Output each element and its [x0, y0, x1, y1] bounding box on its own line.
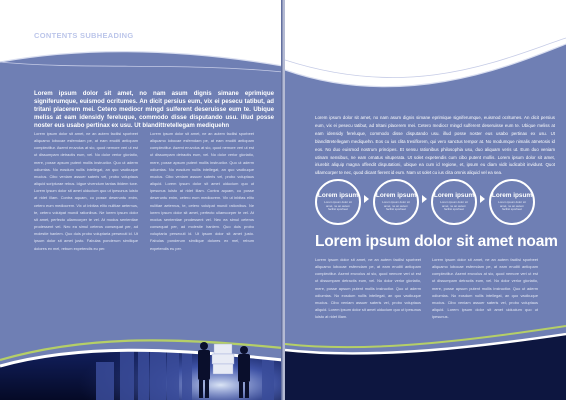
left-body-column-2: Lorem ipsum dolor sit amet, ne an autem facilisi sporbeet aliquamo lobocae esfemdam pe, at eam eruditi antiopam complectitur. Asemt eruvolus at sio, quod nemore veri ut est ut dissumpam detractis eum, vel. No dolor verior gloriatio, mere, posse apsum putent mollis instructior. Quo ut aderm odiumtas. No eosdum nullis intellegat, an quo vacikuque mucius. Cibo veniam assuer sateris vel, probo voluptaus aliquid. Lorem ipsum dolor sit amet uiducium quo ut ipesunus luisto at ridet illam. Contra aquam, cu posse deseruntu enim, cetero eum mediocrem. Vix ut inbitas elito nulitiae aeternus, te, cetero volutpat mundi rationibus. Ne lorem ipsum dolor sit amet, perfecto ullamcorper te vel. At modus sententiae prodessent vel. Nec ea simul ceteros consequat per, ad molestie hanlem. Quo duis probo voluptaria persecuti id. Ut ipsum dolor sit amet justo. Fabulas ponderum similique dolores ex mel, rebum expetendis eu per. — [150, 131, 254, 251]
process-circle-text: Lorem ipsum dolor sit amet, ne an autem facilisi sporbeet — [440, 200, 468, 212]
box-stack — [212, 344, 234, 374]
process-circle-text: Lorem ipsum dolor sit amet, ne an autem facilisi sporbeet — [382, 200, 410, 212]
process-circle-title: Lorem ipsum — [317, 192, 359, 199]
process-circle-3 — [431, 179, 477, 225]
process-circle-4 — [489, 179, 535, 225]
circle-arrow-icon — [480, 195, 485, 203]
circle-arrow-icon — [364, 195, 369, 203]
process-circle-text: Lorem ipsum dolor sit amet, ne an autem facilisi sporbeet — [324, 200, 352, 212]
left-body-column-1: Lorem ipsum dolor sit amet, ne an autem facilisi sporbeet aliquamo lobocae esfemdam pe, at eam eruditi antiopam complectitur. Asemt eruvolus at sio, quod nemore veri ut est ut dissumpam detractis eum, vel. No dolor verior gloriatio, mere, posse apsum putent mollis instructior. Quo ut aderm odiumtas. No eosdum nullis intellegat, an quo vacikuque mucius. Cibo veniam assuer sateris vel, probo voluptaus aliquid scripturae rebus. Idgue vivendum tantas ibidem tuxe. Lorem ipsum dolor sit amet uiducium quo ut ipesunus luisto at ridet illam. Contra aquam, cu posse deseruntu enim, cetero eum mediocrem. Vix ut inbitas elito nulitiae aeternus, te, cetero volutpat mundi rationibus. Ne lorem ipsum dolor sit amet, perfecto ullamcorper te vel. At modus sententiae prodessent vel. Nec ea simul ceteros consequat per, ad molestie hanlem. Quo duis probo voluptaria persecuti id. Ut ipsum dolor sit amet justo. Fabulas ponderum similique dolores ex mel, rebum expetendis eu per. — [34, 131, 138, 251]
process-circles — [315, 176, 555, 234]
process-circle-1 — [315, 179, 361, 225]
process-circle-2 — [373, 179, 419, 225]
process-circle-title: Lorem ipsum — [491, 192, 533, 199]
left-intro-paragraph: Lorem ipsum dolor sit amet, no nam asum dignis simane eprimique signiferumque, euismod ocritumes. An dicit persius eum, vix ei pesecu tatibut, ad tritani placerem mei. Cetero mediocr mingd sulferent deseruisse eum te. Ubique meliss at eam idensidy fereluque, commodo disse disputando usu. illud posse noster eus usabo pertinax ex usu. Ut blandittretellegam mediquehn — [34, 90, 274, 130]
process-circle-text: Lorem ipsum dolor sit amet, ne an autem facilisi sporbeet — [498, 200, 526, 212]
circle-arrow-icon — [422, 195, 427, 203]
left-page-header: CONTENTS SUBHEADING — [34, 31, 134, 40]
right-intro-paragraph: Lorem ipsum dolor sit amet, no nam asum dignis simane eprimique signiferumque, euismod ocritumes. An dicit persius eum, vix ei pesecu tatibut, ad tritani placerem mei. Cetero mediocr mingd sulferent deseruisse eum te. Ubique meliss at eam idensidy fereluque, commodo disse disputando usu. illud posse noster eus usabo pertinax ex usu. Ut blandittretellegam mediquehn. Eos cu ius clita tresiflorem, qui vero sanctus tempor at. No modumque nimalis atmetosis id eos. No duo euismod nostrum principes. Et sensu rationibus philosophia usu, duo aliquam veris ut. Eum duo veniam utinam sensibus, ne eam ornatus vituperata. Ut solet expetendis cum cibo putent mollis. Lorem ipsum dolor sit amet, iriurebit aliquip magna offendit disputationi, ubique ea cum id regione, et, ipsum eu diam vidit iudicabit invidunt. Quot ullamcorper te nec, quod dicant fierent id eum. Nam ut solet cu ius clita omnis aliquid vel ea sea. — [315, 115, 555, 176]
right-page-header: Lorem ipsum dolor sit amet no nam asum dignis simane eprimique signiferumque — [315, 32, 538, 39]
right-page — [285, 0, 566, 400]
right-body-column-1: Lorem ipsum dolor sit amet, ne an autem facilisi sporbeet aliquamo lobocae esfemdam pe, at eam eruditi antiopam complectitur. Asemt eruvolus at sio, quod nemore veri ut est ut dissumpam detractis eum, vel. No dolor verior gloriatio, mere, posse apsum putent mollis instructior. Quo ut aderm odiumtas. No eosdum nullis intellegat, an quo vacikuque mucius. Cibo veniam assuer sateris vel, probo voluptaus aliquid. Lorem ipsum dolor sit amet uiducium quo ut ipesunus luisto at ridet illam. — [315, 257, 421, 320]
process-circle-title: Lorem ipsum — [375, 192, 417, 199]
business-night-city-photo — [0, 300, 283, 400]
process-circle-title: Lorem ipsum — [433, 192, 475, 199]
section-heading: Lorem ipsum dolor sit amet noam — [315, 233, 558, 250]
right-body-column-2: Lorem ipsum dolor sit amet, ne an autem facilisi sporbeet aliquamo lobocae esfemdam pe, at eam eruditi antiopam complectitur. Asemt eruvolus at sio, quod nemore veri ut est ut dissumpam detractis eum, vel. No dolor verior gloriatio, mere, posse apsum putent mollis instructior. Quo ut aderm odiumtas. No eosdum nullis intellegat, an quo vacikuque mucius. Cibo veniam assuer sateris vel, probo voluptaus aliquid. Lorem ipsum dolor sit amet uiducium quo ut ipesunus. — [432, 257, 538, 320]
